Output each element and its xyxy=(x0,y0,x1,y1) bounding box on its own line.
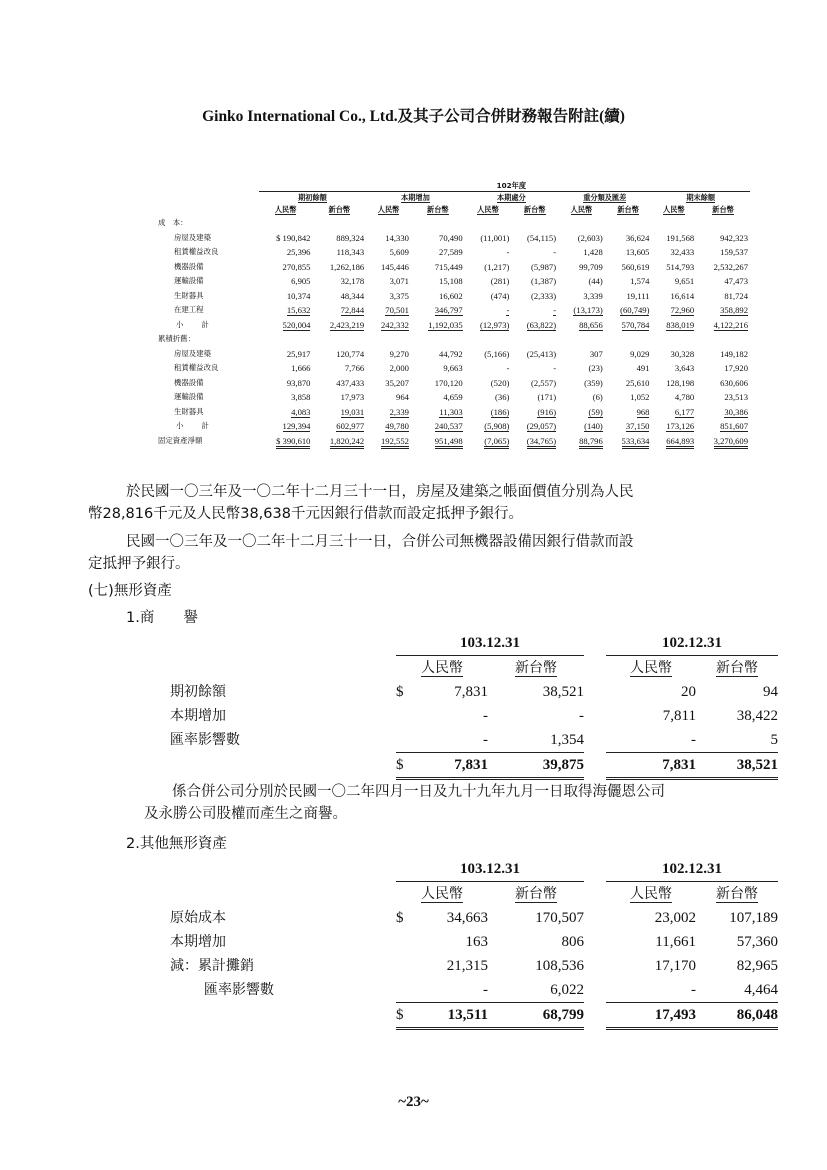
table-cell: - xyxy=(553,247,557,258)
row-label: 小計 xyxy=(176,319,227,329)
table-row xyxy=(170,680,778,704)
table-cell: 107,189 xyxy=(729,910,778,926)
table-cell: 533,634 xyxy=(622,436,650,449)
table-cell: 47,473 xyxy=(724,276,748,287)
currency-header: 人民幣 xyxy=(477,205,499,214)
table-cell: 99,709 xyxy=(579,261,603,272)
table-cell: 173,126 xyxy=(666,421,695,432)
table-cell: 108,536 xyxy=(535,958,584,974)
table-cell: 242,332 xyxy=(380,319,409,330)
currency-header: 人民幣 xyxy=(421,660,463,676)
row-label: 生財器具 xyxy=(174,290,204,300)
currency-header: 人民幣 xyxy=(377,205,400,214)
table-cell: 20 xyxy=(681,684,696,700)
group-header: 期初餘額 xyxy=(298,193,327,202)
table-cell: 307 xyxy=(589,348,603,359)
table-cell: 7,811 xyxy=(662,708,696,724)
year-header-row xyxy=(170,857,778,882)
table-cell: 664,893 xyxy=(666,436,694,449)
table-cell: 514,793 xyxy=(666,261,695,272)
table-cell: 15,632 xyxy=(286,305,311,316)
table-cell: (2,333) xyxy=(531,290,557,301)
table-cell: 128,198 xyxy=(666,377,695,388)
table-cell: - xyxy=(506,305,510,316)
table-cell: 6,177 xyxy=(674,406,695,417)
section-label: 累積折舊： xyxy=(158,334,195,344)
table-cell: (916) xyxy=(537,406,557,417)
table-cell: 6,905 xyxy=(291,276,311,287)
row-label: 固定資產淨額 xyxy=(158,435,203,445)
table-cell: (54,115) xyxy=(527,232,557,243)
table-row xyxy=(154,361,750,376)
total-row xyxy=(154,434,750,449)
row-label: 租賃權益改良 xyxy=(174,363,219,373)
table-cell: 851,607 xyxy=(720,421,748,432)
table-cell: 32,178 xyxy=(340,276,365,287)
section-heading: (七)無形資產 xyxy=(88,583,172,599)
table-cell: 838,019 xyxy=(666,319,695,330)
table-cell: 270,855 xyxy=(282,261,311,272)
table-cell: (1,387) xyxy=(531,276,557,287)
row-label: 機器設備 xyxy=(174,377,204,387)
table-cell: (36) xyxy=(495,392,510,403)
table-cell: 15,108 xyxy=(439,276,463,287)
table-cell: 23,513 xyxy=(724,392,748,403)
table-cell: - xyxy=(483,732,488,748)
table-cell: $ 390,610 xyxy=(276,436,310,449)
table-cell: (2,603) xyxy=(577,232,603,243)
ppe-table xyxy=(154,180,750,448)
table-cell: 9,270 xyxy=(389,348,409,359)
table-cell: 4,780 xyxy=(674,392,695,403)
table-cell: 1,574 xyxy=(630,276,650,287)
table-cell: 94 xyxy=(763,684,778,700)
table-cell: 16,602 xyxy=(439,290,463,301)
subsection-heading: 2.其他無形資產 xyxy=(126,836,227,852)
currency-header: 人民幣 xyxy=(570,205,593,214)
table-row xyxy=(154,274,750,289)
table-cell: 1,192,035 xyxy=(428,319,463,330)
table-cell: 38,422 xyxy=(736,708,778,724)
table-cell: 968 xyxy=(636,406,650,417)
row-label: 小計 xyxy=(176,421,227,431)
table-cell: (13,173) xyxy=(573,305,603,316)
table-cell: 191,568 xyxy=(666,232,695,243)
table-cell: 2,000 xyxy=(389,363,409,374)
table-cell: (63,822) xyxy=(526,319,557,330)
table-cell: 520,004 xyxy=(282,319,311,330)
table-cell: 44,792 xyxy=(439,348,463,359)
table-cell: (5,987) xyxy=(531,261,557,272)
row-label: 匯率影響數 xyxy=(170,732,240,749)
table-cell: 4,659 xyxy=(443,392,463,403)
table-row xyxy=(154,245,750,260)
table-row xyxy=(170,930,778,954)
currency-header: 新台幣 xyxy=(712,205,734,214)
currency-header-row xyxy=(170,882,778,907)
table-cell: - xyxy=(483,982,488,998)
table-row xyxy=(154,289,750,304)
table-cell: 3,339 xyxy=(583,290,603,301)
table-cell: 32,433 xyxy=(670,247,695,258)
table-cell: 715,449 xyxy=(434,261,463,272)
table-cell: - xyxy=(553,305,557,316)
table-cell: 2,339 xyxy=(389,406,409,417)
table-cell: 346,797 xyxy=(434,305,463,316)
table-cell: 7,831 xyxy=(454,684,488,700)
table-cell: 4,122,216 xyxy=(713,319,748,330)
table-cell: 17,920 xyxy=(724,363,748,374)
row-label: 原始成本 xyxy=(170,910,226,926)
table-cell: 358,892 xyxy=(720,305,748,316)
total-cell: 13,511 xyxy=(447,1007,488,1023)
table-cell: 630,606 xyxy=(720,377,748,388)
table-cell: 35,207 xyxy=(385,377,409,388)
table-row xyxy=(154,390,750,405)
table-cell: (6) xyxy=(592,392,603,403)
table-row xyxy=(154,347,750,362)
currency-header-row xyxy=(170,656,778,681)
table-cell: 3,071 xyxy=(389,276,409,287)
table-cell: 7,766 xyxy=(344,363,365,374)
table-cell: 88,656 xyxy=(579,319,603,330)
table-row xyxy=(170,704,778,728)
total-row xyxy=(170,1003,778,1029)
table-cell: (5,166) xyxy=(484,348,510,359)
table-cell: 25,396 xyxy=(286,247,311,258)
table-cell: (140) xyxy=(584,421,603,432)
table-cell: 5 xyxy=(770,732,778,748)
table-cell: 36,624 xyxy=(625,232,650,243)
table-cell: 1,428 xyxy=(583,247,603,258)
table-cell: 170,120 xyxy=(434,377,463,388)
currency-header: 新台幣 xyxy=(523,205,546,214)
table-cell: - xyxy=(691,732,696,748)
paragraph: 定抵押予銀行。 xyxy=(88,556,190,572)
subtotal-row xyxy=(154,318,750,333)
table-cell: 951,498 xyxy=(435,436,463,449)
table-cell: 17,170 xyxy=(654,958,696,974)
table-cell: - xyxy=(691,982,696,998)
table-cell: 2,532,267 xyxy=(713,261,748,272)
table-cell: 149,182 xyxy=(720,348,748,359)
table-cell: 5,609 xyxy=(389,247,409,258)
table-cell: 9,663 xyxy=(443,363,463,374)
currency-header: 人民幣 xyxy=(274,205,297,214)
table-cell: 3,858 xyxy=(291,392,311,403)
table-cell: 570,784 xyxy=(621,319,650,330)
group-header: 重分類及匯差 xyxy=(583,193,627,202)
subtotal-row xyxy=(154,419,750,434)
table-cell: 1,666 xyxy=(291,363,311,374)
paragraph: 幣28,816千元及人民幣38,638千元因銀行借款而設定抵押予銀行。 xyxy=(88,506,523,522)
table-cell: (60,749) xyxy=(620,305,650,316)
year-header: 103.12.31 xyxy=(460,635,520,651)
currency-header: 人民幣 xyxy=(630,660,672,676)
dollar-sign: $ xyxy=(396,684,404,700)
table-cell: 491 xyxy=(636,363,650,374)
table-cell: (359) xyxy=(584,377,603,388)
table-row xyxy=(170,978,778,1003)
table-row xyxy=(154,303,750,318)
currency-header: 人民幣 xyxy=(421,886,463,902)
row-label: 本期增加 xyxy=(170,708,226,724)
table-row xyxy=(170,954,778,978)
currency-header: 人民幣 xyxy=(663,205,685,214)
table-cell: 942,323 xyxy=(720,232,748,243)
table-row xyxy=(170,728,778,753)
currency-header: 新台幣 xyxy=(617,205,639,214)
total-cell: 38,521 xyxy=(736,757,778,773)
row-label: 運輸設備 xyxy=(174,276,204,286)
row-label: 在建工程 xyxy=(174,305,204,315)
table-cell: 25,610 xyxy=(625,377,650,388)
table-cell: - xyxy=(579,708,584,724)
table-cell: 1,052 xyxy=(630,392,650,403)
table-cell: 49,780 xyxy=(385,421,409,432)
table-cell: (474) xyxy=(490,290,510,301)
section-label: 成 本： xyxy=(158,218,188,228)
dollar-sign: $ xyxy=(396,1007,404,1023)
table-cell: 30,328 xyxy=(670,348,695,359)
table-cell: 240,537 xyxy=(434,421,463,432)
table-cell: 9,651 xyxy=(674,276,695,287)
table-cell: 964 xyxy=(396,392,409,403)
goodwill-table xyxy=(170,631,778,780)
table-cell: - xyxy=(483,708,488,724)
table-cell: 34,663 xyxy=(446,910,488,926)
table-cell: (5,908) xyxy=(484,421,510,432)
dollar-sign: $ xyxy=(396,910,404,926)
table-cell: 81,724 xyxy=(724,290,748,301)
section-row xyxy=(154,332,750,347)
year-header: 102.12.31 xyxy=(662,861,722,877)
table-cell: 120,774 xyxy=(336,348,365,359)
total-cell: 39,875 xyxy=(542,757,584,773)
table-cell: (1,217) xyxy=(484,261,510,272)
table-cell: 3,375 xyxy=(389,290,409,301)
table-cell: (44) xyxy=(588,276,603,287)
table-cell: 163 xyxy=(465,934,488,950)
row-label: 期初餘額 xyxy=(170,684,226,700)
year-header: 103.12.31 xyxy=(460,861,520,877)
table-cell: (29,057) xyxy=(526,421,557,432)
table-cell: 16,614 xyxy=(670,290,695,301)
table-row xyxy=(154,231,750,246)
table-cell: 3,270,609 xyxy=(714,436,748,449)
currency-header: 人民幣 xyxy=(630,886,672,902)
table-cell: 2,423,219 xyxy=(329,319,365,330)
table-cell: 17,973 xyxy=(340,392,365,403)
table-cell: (186) xyxy=(490,406,510,417)
table-cell: 159,537 xyxy=(720,247,748,258)
total-cell: 17,493 xyxy=(654,1007,696,1023)
table-cell: 93,870 xyxy=(286,377,311,388)
year-header: 102.12.31 xyxy=(662,635,722,651)
row-label: 生財器具 xyxy=(174,406,204,416)
table-cell: 19,031 xyxy=(340,406,365,417)
table-cell: 560,619 xyxy=(621,261,650,272)
row-label: 房屋及建築 xyxy=(174,348,211,358)
group-header: 本期增加 xyxy=(401,193,430,202)
currency-header: 新台幣 xyxy=(515,886,557,902)
table-row xyxy=(154,260,750,275)
table-cell: - xyxy=(506,363,510,374)
subsection-heading: 1.商 譽 xyxy=(126,610,198,626)
page-number: ~23~ xyxy=(398,1094,429,1110)
table-cell: (7,065) xyxy=(484,436,509,449)
total-cell: 7,831 xyxy=(454,757,488,773)
table-cell: 72,844 xyxy=(340,305,365,316)
paragraph: 於民國一〇三年及一〇二年十二月三十一日，房屋及建築之帳面價值分別為人民 xyxy=(126,484,634,500)
paragraph: 民國一〇三年及一〇二年十二月三十一日，合併公司無機器設備因銀行借款而設 xyxy=(126,534,634,550)
row-label: 運輸設備 xyxy=(174,392,204,402)
table-cell: 1,262,186 xyxy=(329,261,365,272)
table-cell: (12,973) xyxy=(480,319,510,330)
table-cell: (2,557) xyxy=(531,377,557,388)
row-label: 減：累計攤銷 xyxy=(170,958,254,974)
table-cell: 88,796 xyxy=(579,436,603,449)
table-cell: 19,111 xyxy=(626,290,650,301)
dollar-sign: $ xyxy=(396,757,404,773)
table-cell: 192,552 xyxy=(381,436,409,449)
table-cell: 25,917 xyxy=(286,348,311,359)
table-cell: 889,324 xyxy=(336,232,365,243)
currency-header: 新台幣 xyxy=(716,886,758,902)
currency-header: 新台幣 xyxy=(515,660,557,676)
table-cell: 14,330 xyxy=(385,232,409,243)
table-cell: 9,029 xyxy=(630,348,650,359)
other-intangibles-table xyxy=(170,857,778,1030)
table-cell: - xyxy=(506,247,510,258)
table-cell: 145,446 xyxy=(380,261,409,272)
row-label: 房屋及建築 xyxy=(174,232,211,242)
row-label: 機器設備 xyxy=(174,261,204,271)
table-cell: 38,521 xyxy=(542,684,584,700)
table-row xyxy=(154,405,750,420)
section-row xyxy=(154,216,750,231)
table-cell: (59) xyxy=(588,406,603,417)
row-label: 本期增加 xyxy=(170,934,226,950)
table-cell: 3,643 xyxy=(674,363,695,374)
table-cell: 602,977 xyxy=(336,421,365,432)
table-cell: 4,464 xyxy=(744,982,778,998)
total-cell: 86,048 xyxy=(736,1007,778,1023)
table-cell: (171) xyxy=(537,392,557,403)
table-cell: 11,661 xyxy=(655,934,696,950)
table-cell: (34,765) xyxy=(527,436,556,449)
table-cell: 72,960 xyxy=(670,305,695,316)
total-row xyxy=(170,753,778,779)
group-header: 本期處分 xyxy=(496,193,526,202)
group-header: 期末餘額 xyxy=(686,193,716,202)
table-cell: (25,413) xyxy=(526,348,557,359)
table-cell: 437,433 xyxy=(336,377,365,388)
table-cell: (281) xyxy=(490,276,510,287)
table-cell: (520) xyxy=(490,377,510,388)
row-label: 租賃權益改良 xyxy=(174,247,219,257)
table-cell: 6,022 xyxy=(550,982,584,998)
table-cell: 11,303 xyxy=(439,406,463,417)
table-cell: 30,386 xyxy=(724,406,748,417)
table-cell: 37,150 xyxy=(625,421,650,432)
table-cell: 70,501 xyxy=(385,305,409,316)
table-cell: 23,002 xyxy=(654,910,696,926)
table-cell: (11,001) xyxy=(480,232,510,243)
table-cell: 10,374 xyxy=(286,290,311,301)
table-cell: 1,820,242 xyxy=(330,436,364,449)
table-cell: 1,354 xyxy=(550,732,584,748)
total-cell: 7,831 xyxy=(662,757,696,773)
table-row xyxy=(170,906,778,930)
table-cell: 57,360 xyxy=(736,934,778,950)
table-cell: (23) xyxy=(588,363,603,374)
paragraph: 及永勝公司股權而產生之商譽。 xyxy=(144,806,347,822)
table-cell: 21,315 xyxy=(446,958,488,974)
currency-header: 新台幣 xyxy=(328,205,351,214)
table-cell: 806 xyxy=(561,934,584,950)
currency-header: 新台幣 xyxy=(427,205,449,214)
year-label: 102年度 xyxy=(496,181,527,190)
currency-header: 新台幣 xyxy=(716,660,758,676)
table-cell: 13,605 xyxy=(625,247,650,258)
table-cell: 170,507 xyxy=(535,910,584,926)
table-cell: 129,394 xyxy=(282,421,311,432)
table-cell: 48,344 xyxy=(340,290,365,301)
table-cell: 118,343 xyxy=(336,247,365,258)
table-cell: 4,083 xyxy=(291,406,311,417)
table-cell: $ 190,842 xyxy=(276,232,311,243)
total-cell: 68,799 xyxy=(542,1007,584,1023)
table-cell: 70,490 xyxy=(439,232,463,243)
table-cell: 82,965 xyxy=(736,958,778,974)
table-row xyxy=(154,376,750,391)
table-cell: - xyxy=(553,363,557,374)
table-cell: 27,589 xyxy=(439,247,463,258)
paragraph: 係合併公司分別於民國一〇二年四月一日及九十九年九月一日取得海儷恩公司 xyxy=(172,784,665,800)
year-header-row xyxy=(170,631,778,656)
row-label: 匯率影響數 xyxy=(204,982,274,999)
page-title: Ginko International Co., Ltd.及其子公司合併財務報告附註(續) xyxy=(202,108,625,125)
